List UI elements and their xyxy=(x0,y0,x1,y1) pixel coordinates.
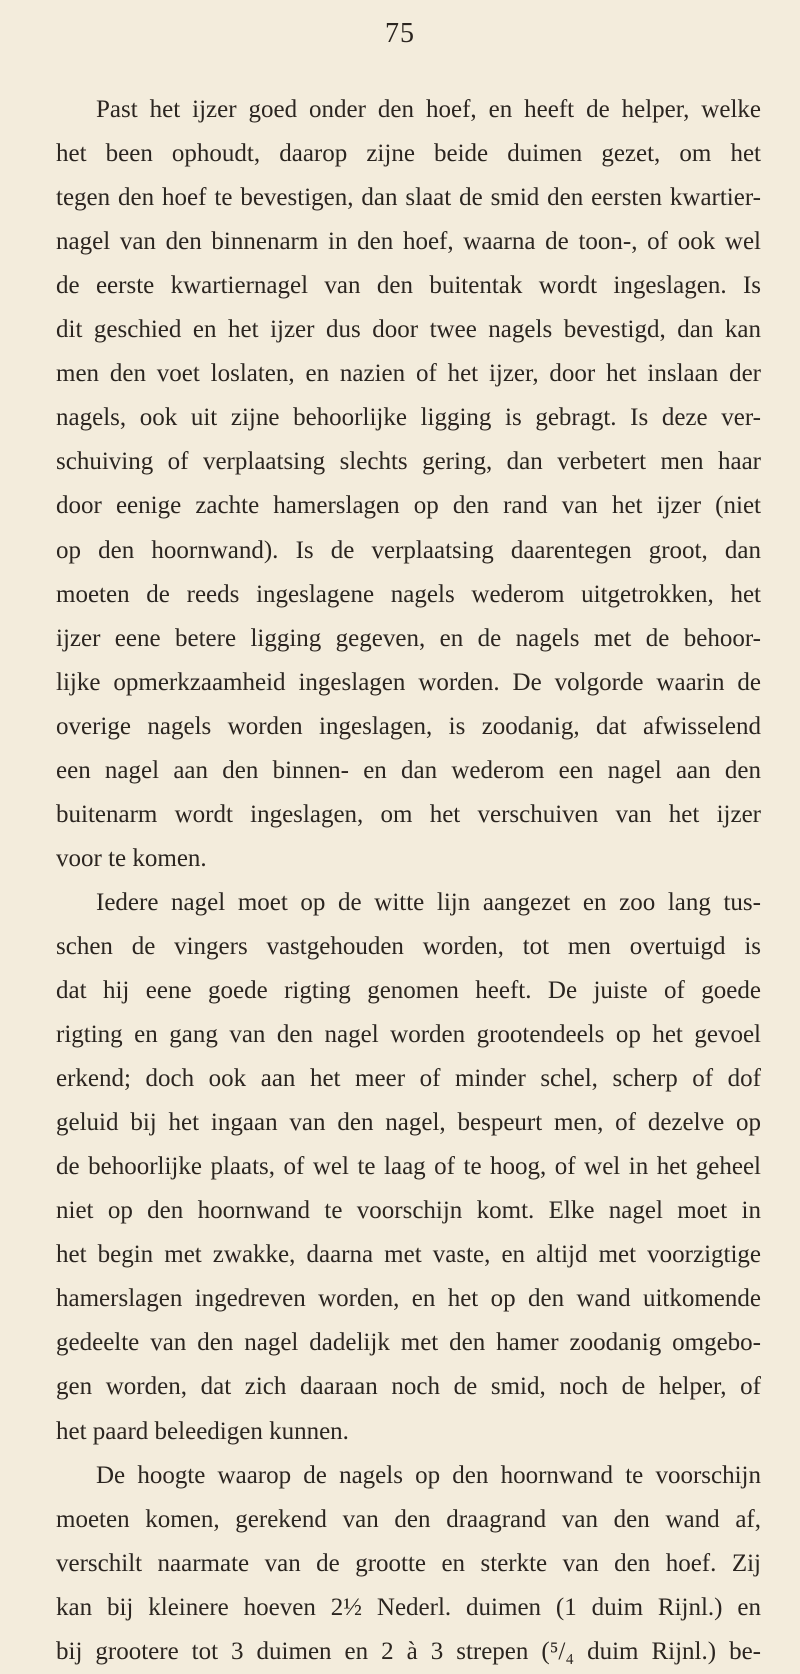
text-line: De hoogte waarop de nagels op den hoornwand te voorschijn xyxy=(96,1461,761,1489)
text-line: gen worden, dat zich daaraan noch de smid, noch de helper, of xyxy=(56,1373,761,1401)
text-line: voor te komen. xyxy=(56,844,207,872)
text-line: kan bij kleinere hoeven 2½ Nederl. duimen (1 duim Rijnl.) en xyxy=(56,1593,761,1621)
page-number: 75 xyxy=(385,18,415,49)
text-line: nagels, ook uit zijne behoorlijke ligging is gebragt. Is deze ver- xyxy=(56,404,761,432)
text-line: buitenarm wordt ingeslagen, om het verschuiven van het ijzer xyxy=(56,800,761,828)
text-line: nagel van den binnenarm in den hoef, waarna de toon-, of ook wel xyxy=(56,228,761,256)
text-line: het paard beleedigen kunnen. xyxy=(56,1417,349,1445)
text-line: dat hij eene goede rigting genomen heeft. De juiste of goede xyxy=(56,977,761,1004)
text-line: ijzer eene betere ligging gegeven, en de nagels met de behoor- xyxy=(56,624,761,652)
text-line: hamerslagen ingedreven worden, en het op den wand uitkomende xyxy=(56,1285,761,1313)
text-line: niet op den hoornwand te voorschijn komt. Elke nagel moet in xyxy=(56,1197,761,1225)
text-line: Past het ijzer goed onder den hoef, en heeft de helper, welke xyxy=(96,96,761,123)
text-line: het begin met zwakke, daarna met vaste, en altijd met voorzigtige xyxy=(56,1241,761,1269)
text-line: de behoorlijke plaats, of wel te laag of te hoog, of wel in het geheel xyxy=(56,1153,761,1181)
text-line: dit geschied en het ijzer dus door twee nagels bevestigd, dan kan xyxy=(56,316,761,344)
text-line: men den voet loslaten, en nazien of het ijzer, door het inslaan der xyxy=(56,360,761,388)
text-line: een nagel aan den binnen- en dan wederom een nagel aan den xyxy=(56,756,761,784)
text-line: moeten de reeds ingeslagene nagels wederom uitgetrokken, het xyxy=(56,580,761,608)
text-line: lijke opmerkzaamheid ingeslagen worden. De volgorde waarin de xyxy=(56,668,761,696)
text-line: tegen den hoef te bevestigen, dan slaat de smid den eersten kwartier- xyxy=(56,184,761,212)
text-line: erkend; doch ook aan het meer of minder schel, scherp of dof xyxy=(56,1065,761,1093)
text-line: schen de vingers vastgehouden worden, tot men overtuigd is xyxy=(56,932,761,960)
text-line: bij grootere tot 3 duimen en 2 à 3 strepen (⁵/₄ duim Rijnl.) be- xyxy=(56,1637,761,1665)
text-line: rigting en gang van den nagel worden grootendeels op het gevoel xyxy=(56,1021,761,1049)
text-line: moeten komen, gerekend van den draagrand van den wand af, xyxy=(56,1505,761,1533)
text-line: gedeelte van den nagel dadelijk met den hamer zoodanig omgebo- xyxy=(56,1329,761,1357)
text-line: op den hoornwand). Is de verplaatsing daarentegen groot, dan xyxy=(56,536,761,564)
text-line: het been ophoudt, daarop zijne beide duimen gezet, om het xyxy=(56,140,761,168)
text-line: Iedere nagel moet op de witte lijn aangezet en zoo lang tus- xyxy=(96,888,761,916)
text-line: door eenige zachte hamerslagen op den rand van het ijzer (niet xyxy=(56,492,761,520)
text-line: overige nagels worden ingeslagen, is zoodanig, dat afwisselend xyxy=(56,712,761,740)
text-line: verschilt naarmate van de grootte en sterkte van den hoef. Zij xyxy=(56,1549,761,1577)
text-line: geluid bij het ingaan van den nagel, bespeurt men, of dezelve op xyxy=(56,1109,761,1137)
text-line: de eerste kwartiernagel van den buitentak wordt ingeslagen. Is xyxy=(56,272,761,300)
text-line: schuiving of verplaatsing slechts gering, dan verbetert men haar xyxy=(56,448,761,476)
